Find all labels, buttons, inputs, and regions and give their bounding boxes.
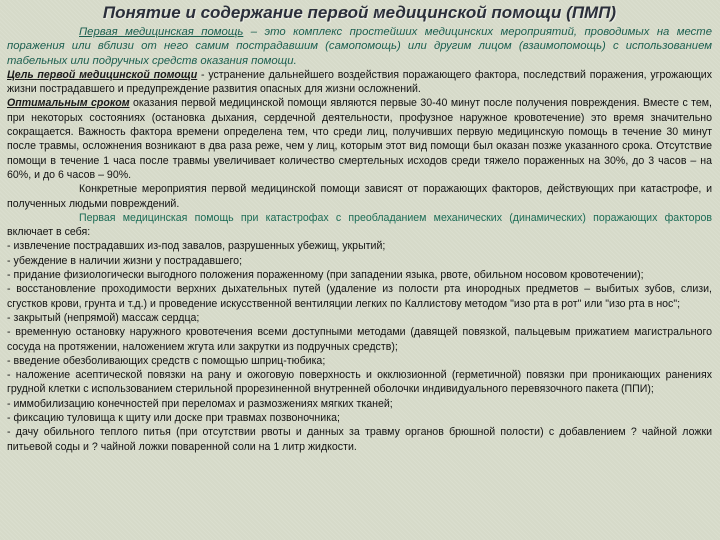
list-item: - фиксацию туловища к щиту или доске при травмах позвоночника; xyxy=(7,412,340,425)
optimal-text: оказания первой медицинской помощи являются первые 30-40 минут после получения повреждения. Вместе с тем, при некоторых состояниях (остановка дыхания, сердечной деятельности, профузное наружное кровотечение) это время значительно сокращается. Важность фактора времени определена тем, что среди лиц, получивших первую медицинскую помощь в течение 30 минут после травмы, осложнения возникают в два раза реже, чем у лиц, которым этот вид помощи был оказан позже указанного срока. Отсутствие помощи в течение 1 часа после травмы увеличивает количество смертельных исходов среди тяжело пораженных на 30%, до 3 часов – на 60%, и до 6 часов – 90%. xyxy=(7,97,712,181)
list-item: - извлечение пострадавших из-под завалов, разрушенных убежищ, укрытий; xyxy=(7,240,386,253)
list-item: - закрытый (непрямой) массаж сердца; xyxy=(7,311,200,324)
definition-paragraph xyxy=(7,25,712,68)
definition-text: – это комплекс простейших медицинских мероприятий, проводимых на месте поражения или вблизи от него самим пострадавшим (самопомощь) или другим лицом (взаимопомощь) с использованием табельных или подручных средств оказания помощи. xyxy=(7,26,712,67)
list-item: - дачу обильного теплого питья (при отсутствии рвоты и данных за травму органов брюшной полости) с добавлением ? чайной ложки питьевой соды и ? чайной ложки поваренной соли на 1 литр жидкости. xyxy=(7,426,712,453)
list-item: - временную остановку наружного кровотечения всеми доступными методами (давящей повязкой, пальцевым прижатием магистрального сосуда на протяжении, наложением жгута или закрутки из подручных средств); xyxy=(7,326,712,353)
measures-list xyxy=(7,239,712,453)
list-item: - придание физиологически выгодного положения пораженному (при западении языка, рвоте, обильном носовом кровотечении); xyxy=(7,269,644,282)
mechanical-intro: Первая медицинская помощь при катастрофах с преобладанием механических (динамических) поражающих факторов xyxy=(79,211,712,224)
list-item: - введение обезболивающих средств с помощью шприц-тюбика; xyxy=(7,354,326,367)
mechanical-intro-paragraph xyxy=(7,211,712,240)
goal-text: - устранение дальнейшего воздействия поражающего фактора, последствий поражения, угрожающих жизни пострадавшего и предупреждение развития опасных для жизни осложнений. xyxy=(7,68,713,96)
page-title: Понятие и содержание первой медицинской помощи (ПМП) xyxy=(102,3,617,22)
goal-label: Цель первой медицинской помощи xyxy=(7,68,198,81)
list-item: - иммобилизацию конечностей при переломах и размозжениях мягких тканей; xyxy=(7,397,393,410)
mechanical-intro-tail: включает в себя: xyxy=(7,226,91,239)
list-item: - убеждение в наличии жизни у пострадавшего; xyxy=(7,254,243,267)
list-item: - наложение асептической повязки на рану и ожоговую поверхность и окклюзионной (герметичной) повязки при проникающих ранениях грудной клетки с использованием стерильной прорезиненной внутренней оболочки индивидуального перевязочного пакета (ППИ); xyxy=(7,369,712,396)
goal-paragraph xyxy=(7,68,712,97)
definition-term: Первая медицинская помощь xyxy=(79,26,244,38)
list-item: - восстановление проходимости верхних дыхательных путей (удаление из полости рта инородных предметов – выбитых зубов, слизи, сгустков крови, грунта и т.д.) и проведение искусственной вентиляции легких по Каллистову методом "изо рта в рот" или "изо рта в нос"; xyxy=(7,283,712,310)
measures-paragraph: Конкретные мероприятия первой медицинской помощи зависят от поражающих факторов, действующих при катастрофе, и полученных людьми повреждений. xyxy=(7,183,712,210)
optimal-paragraph xyxy=(7,96,712,182)
optimal-label: Оптимальным сроком xyxy=(7,97,130,110)
